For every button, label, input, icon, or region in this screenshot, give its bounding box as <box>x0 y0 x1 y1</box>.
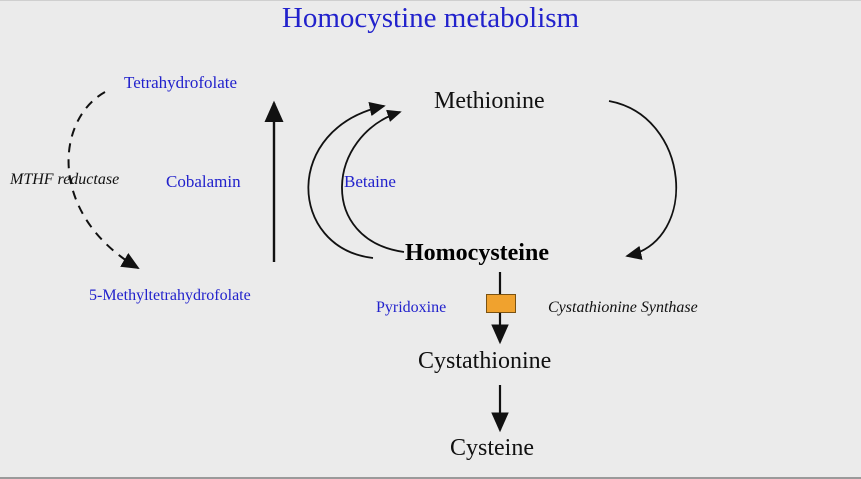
page-title: Homocystine metabolism <box>281 2 580 34</box>
cofactor-betaine: Betaine <box>344 172 396 191</box>
node-cysteine: Cysteine <box>450 435 534 461</box>
enzyme-block-marker <box>486 294 516 313</box>
node-homocysteine: Homocysteine <box>405 240 549 266</box>
cofactor-cobalamin: Cobalamin <box>166 172 241 191</box>
node-cystathionine: Cystathionine <box>418 348 552 374</box>
enzyme-cystathionine-synthase: Cystathionine Synthase <box>548 299 698 316</box>
node-tetrahydrofolate: Tetrahydrofolate <box>124 73 238 92</box>
node-methyltetrahydrofolate: 5-Methyltetrahydrofolate <box>89 287 251 304</box>
cofactor-pyridoxine: Pyridoxine <box>376 299 447 316</box>
enzyme-mthf-reductase: MTHF reductase <box>10 171 120 188</box>
node-methionine: Methionine <box>434 88 545 114</box>
